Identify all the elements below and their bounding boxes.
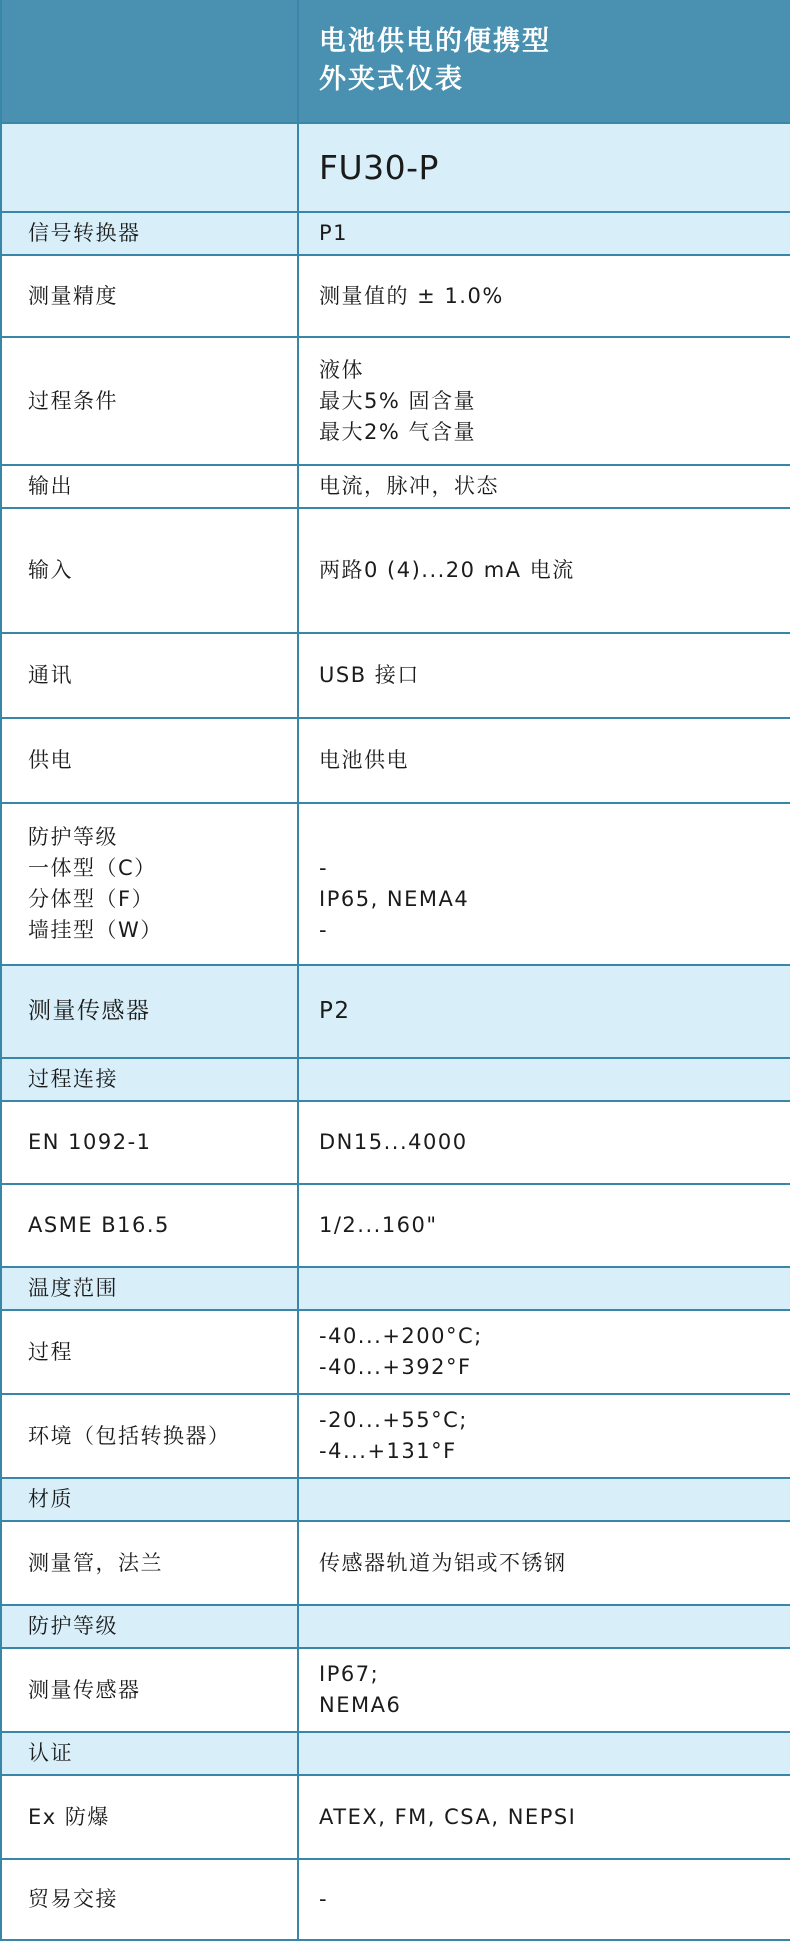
row-label: 测量传感器 (2, 1649, 299, 1733)
row-value (299, 1733, 790, 1776)
row-value: USB 接口 (299, 634, 790, 719)
row-value: - IP65, NEMA4 - (299, 804, 790, 966)
row-value (299, 1059, 790, 1102)
row-value: 1/2...160" (299, 1185, 790, 1268)
row-label: 防护等级 (2, 1606, 299, 1649)
row-value: 两路0 (4)...20 mA 电流 (299, 509, 790, 634)
row-label: 测量传感器 (2, 966, 299, 1059)
row-label: 防护等级 一体型（C） 分体型（F） 墙挂型（W） (2, 804, 299, 966)
row-value: -40...+200°C; -40...+392°F (299, 1311, 790, 1395)
row-label: 通讯 (2, 634, 299, 719)
row-value: IP67; NEMA6 (299, 1649, 790, 1733)
row-value: 测量值的 ± 1.0% (299, 256, 790, 338)
row-label: 过程条件 (2, 338, 299, 466)
header-title: 电池供电的便携型 外夹式仪表 (299, 0, 790, 124)
row-value: 电池供电 (299, 719, 790, 804)
row-label: 材质 (2, 1479, 299, 1522)
row-label: 过程 (2, 1311, 299, 1395)
row-value: 液体 最大5% 固含量 最大2% 气含量 (299, 338, 790, 466)
row-value: - (299, 1860, 790, 1941)
row-label: 贸易交接 (2, 1860, 299, 1941)
row-label: 过程连接 (2, 1059, 299, 1102)
row-label: 测量精度 (2, 256, 299, 338)
row-value: DN15...4000 (299, 1102, 790, 1185)
row-label: ASME B16.5 (2, 1185, 299, 1268)
row-label: Ex 防爆 (2, 1776, 299, 1860)
row-label: 输入 (2, 509, 299, 634)
row-value: -20...+55°C; -4...+131°F (299, 1395, 790, 1479)
row-value (299, 1606, 790, 1649)
row-value: P2 (299, 966, 790, 1059)
row-label: 测量管，法兰 (2, 1522, 299, 1606)
row-value: 传感器轨道为铝或不锈钢 (299, 1522, 790, 1606)
row-label: 信号转换器 (2, 213, 299, 256)
model-name: FU30-P (299, 124, 790, 213)
row-value (299, 1268, 790, 1311)
row-value: ATEX, FM, CSA, NEPSI (299, 1776, 790, 1860)
row-label: 输出 (2, 466, 299, 509)
row-label: 供电 (2, 719, 299, 804)
row-label: 认证 (2, 1733, 299, 1776)
header-left-cell (2, 0, 299, 124)
row-value (299, 1479, 790, 1522)
row-value: 电流，脉冲，状态 (299, 466, 790, 509)
row-label: EN 1092-1 (2, 1102, 299, 1185)
row-value: P1 (299, 213, 790, 256)
row-label: 环境（包括转换器） (2, 1395, 299, 1479)
row-label: 温度范围 (2, 1268, 299, 1311)
model-left-cell (2, 124, 299, 213)
